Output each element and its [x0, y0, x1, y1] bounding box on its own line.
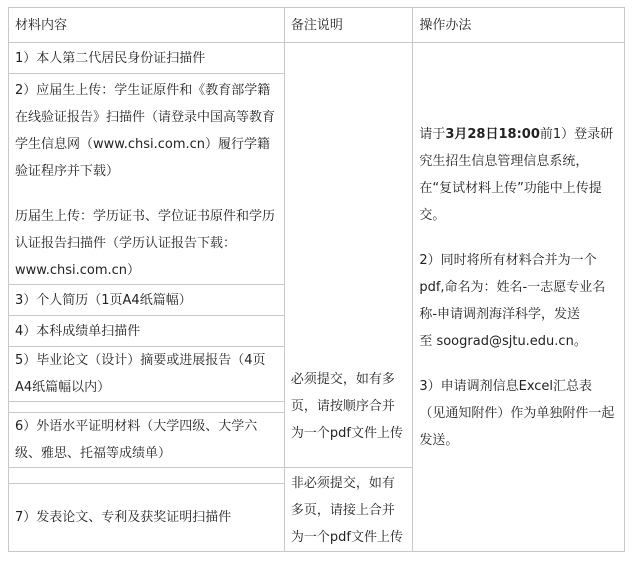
item-resume: 3）个人简历（1页A4纸篇幅）	[9, 285, 285, 316]
item-transcript: 4）本科成绩单扫描件	[9, 316, 285, 347]
op-step-1-post: 前1）登录研究生招生信息管理信息系统，在“复试材料上传”功能中上传提交。	[419, 127, 614, 223]
item-thesis: 5）毕业论文（设计）摘要或进展报告（4页A4纸篇幅以内）	[9, 347, 285, 402]
spacer-cell	[9, 468, 285, 484]
op-deadline: 3月28日18:00	[445, 127, 540, 142]
op-step-3: 3）申请调剂信息Excel汇总表（见通知附件）作为单独附件一起发送。	[419, 379, 615, 448]
op-step-2-email: 至 soograd@sjtu.edu.cn。	[419, 334, 587, 349]
note-optional-text: 非必须提交，如有多页，请接上合并为一个pdf文件上传	[290, 476, 403, 545]
table-header-row	[9, 8, 625, 43]
header-notes: 备注说明	[284, 8, 412, 43]
materials-table	[8, 7, 625, 552]
op-step-2: 2）同时将所有材料合并为一个pdf,命名为：姓名-一志愿专业名称-申请调剂海洋科学，发送	[419, 253, 606, 322]
operations-cell	[413, 43, 625, 552]
table-row	[9, 43, 625, 74]
op-step-1	[419, 121, 618, 229]
header-materials: 材料内容	[9, 8, 285, 43]
note-required	[284, 43, 412, 468]
item-fresh-graduate: 2）应届生上传：学生证原件和《教育部学籍在线验证报告》扫描件（请登录中国高等教育学生信息网（www.chsi.com.cn）履行学籍验证程序并下载）	[15, 83, 276, 179]
item-past-graduate: 历届生上传：学历证书、学位证书原件和学历认证报告扫描件（学历认证报告下载：www.chsi.com.cn）	[15, 209, 276, 278]
item-language: 6）外语水平证明材料（大学四级、大学六级、雅思、托福等成绩单）	[9, 413, 285, 468]
spacer-cell	[9, 402, 285, 413]
item-student-proof	[9, 74, 285, 285]
item-publications: 7）发表论文、专利及获奖证明扫描件	[9, 484, 285, 552]
item-id-card: 1）本人第二代居民身份证扫描件	[9, 43, 285, 74]
note-optional	[284, 468, 412, 552]
note-required-text: 必须提交，如有多页，请按顺序合并为一个pdf文件上传	[290, 372, 403, 441]
header-operations: 操作办法	[413, 8, 625, 43]
op-step-1-pre: 请于	[419, 127, 446, 142]
